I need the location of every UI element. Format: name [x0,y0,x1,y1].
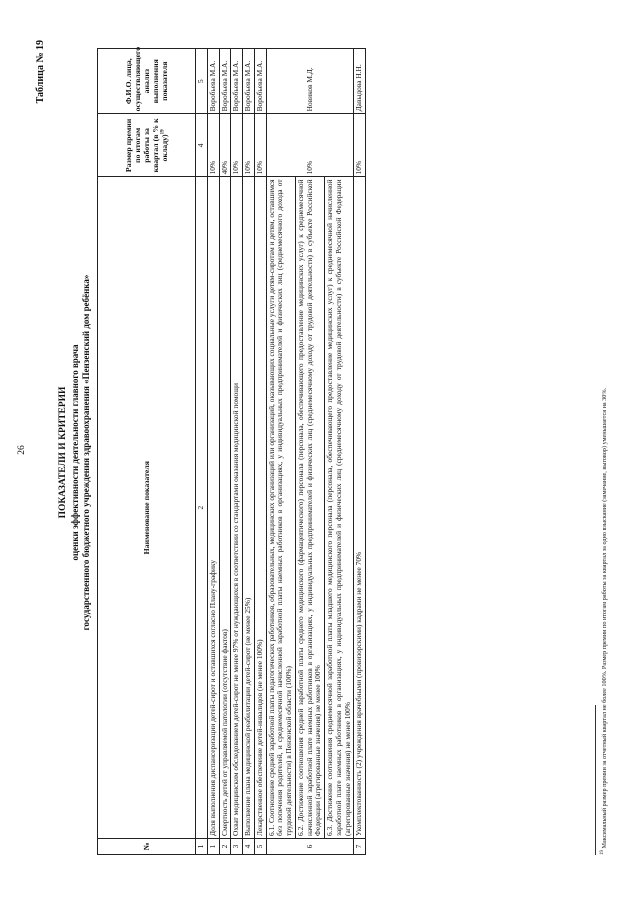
table-row [254,49,266,855]
footnote [600,45,608,855]
indicator-name: Доля выполнения диспансеризации детей-сирот и оставшихся согласно Плану-графику [207,177,219,839]
responsible-person: Давыдова Н.Н. [354,49,366,114]
responsible-person: Новиков М.Д. [266,49,354,114]
responsible-person: Воробьева М.А. [207,49,219,114]
row-number: 3 [231,838,243,854]
bonus-value: 10% [266,114,354,177]
header-name: Наименование показателя [98,177,196,839]
row-number: 2 [219,838,231,854]
responsible-person: Воробьева М.А. [219,49,231,114]
col-number: 5 [196,49,208,114]
indicator-name: 6.1. Соотношение средней заработной платы педагогических работников, образовательных, медицинских организаций или организаций, оказывающих социальные услуги детям-сиротам и детям, оставшимся без попечения родителей, и среднемесячной начисленной заработной платы наемных работников в организациях, у индивидуальных предпринимателей и физических лиц (среднемесячного дохода от трудовой деятельности) в Пензенской области (100%) [266,177,295,839]
indicator-name: Охват медицинским обследованием детей-сирот не менее 97% от нуждающихся в соответствии со стандартами оказания медицинской помощи [231,177,243,839]
table-row [207,49,219,855]
row-number: 5 [254,838,266,854]
table-number: Таблица № 19 [35,40,46,104]
responsible-person: Воробьева М.А. [243,49,255,114]
header-row [98,49,196,855]
document-title: ПОКАЗАТЕЛИ И КРИТЕРИИ [58,386,68,519]
table-row [219,49,231,855]
indicator-name: 6.3. Достижение соотношения среднемесячной заработной платы младшего медицинского персонала (персонала, обеспечивающего предоставление медицинских услуг) к среднемесячной начисленной заработной плате наемных работников в организациях, у индивидуальных предпринимателей и физических лиц (среднемесячному доходу от трудовой деятельности) в субъекте Российской Федерации (агрегированные значения) не менее 100% [325,177,354,839]
indicator-name: 6.2. Достижение соотношения средней заработной платы среднего медицинского (фармацевтического) персонала (персонала, обеспечивающего предоставление медицинских услуг) к среднемесячной начисленной заработной плате наемных работников в организациях, у индивидуальных предпринимателей и физических лиц (среднемесячному доходу от трудовой деятельности) в субъекте Российской Федерации (агрегированные значения) не менее 100% [295,177,324,839]
table-row [266,49,295,855]
bonus-value: 10% [231,114,243,177]
bonus-value: 10% [207,114,219,177]
header-bonus-footnote-ref: 19 [160,129,166,135]
document-subtitle: оценки эффективности деятельности главного врача [70,344,80,561]
col-number: 4 [196,114,208,177]
table-row [243,49,255,855]
row-number: 1 [207,838,219,854]
header-bonus [98,114,196,177]
bonus-value: 10% [254,114,266,177]
header-no: № [98,838,196,854]
header-person: Ф.И.О. лица, осуществляющего анализ выполнения показателя [98,49,196,114]
indicator-name: Смертность детей от управляемой патологии (отсутствие фактов) [219,177,231,839]
bonus-value: 10% [243,114,255,177]
footnote-text: Максимальный размер премии за отчетный квартал не более 100%. Размер премии по итогам работы за квартал за одно взыскание (замечание, выговор) уменьшается на 30%. [601,387,609,849]
col-number: 1 [196,838,208,854]
footnote-separator [595,705,596,855]
responsible-person: Воробьева М.А. [254,49,266,114]
bonus-value: 40% [219,114,231,177]
row-number: 4 [243,838,255,854]
col-number: 2 [196,177,208,839]
indicator-name: Укомплектованность (2) учреждения врачебными (провизорскими) кадрами не менее 70% [354,177,366,839]
responsible-person: Воробьева М.А. [231,49,243,114]
row-number: 7 [354,838,366,854]
header-bonus-label: Размер премии по итогам работы за квартал (в % к окладу) [123,118,170,173]
table-row [354,49,366,855]
indicator-name: Лекарственное обеспечение детей-инвалидов (не менее 100%) [254,177,266,839]
numbering-row [196,49,208,855]
bonus-value: 10% [354,114,366,177]
indicator-name: Выполнение плана медицинской реабилитации детей-сирот (не менее 25%) [243,177,255,839]
row-number: 6 [266,838,354,854]
page-number: 26 [17,445,27,455]
footnote-mark: 19 [600,850,605,855]
table-row [231,49,243,855]
criteria-table [97,48,366,855]
institution-name: государственного бюджетного учреждения здравоохранения «Пензенский дом ребёнка» [81,274,91,631]
